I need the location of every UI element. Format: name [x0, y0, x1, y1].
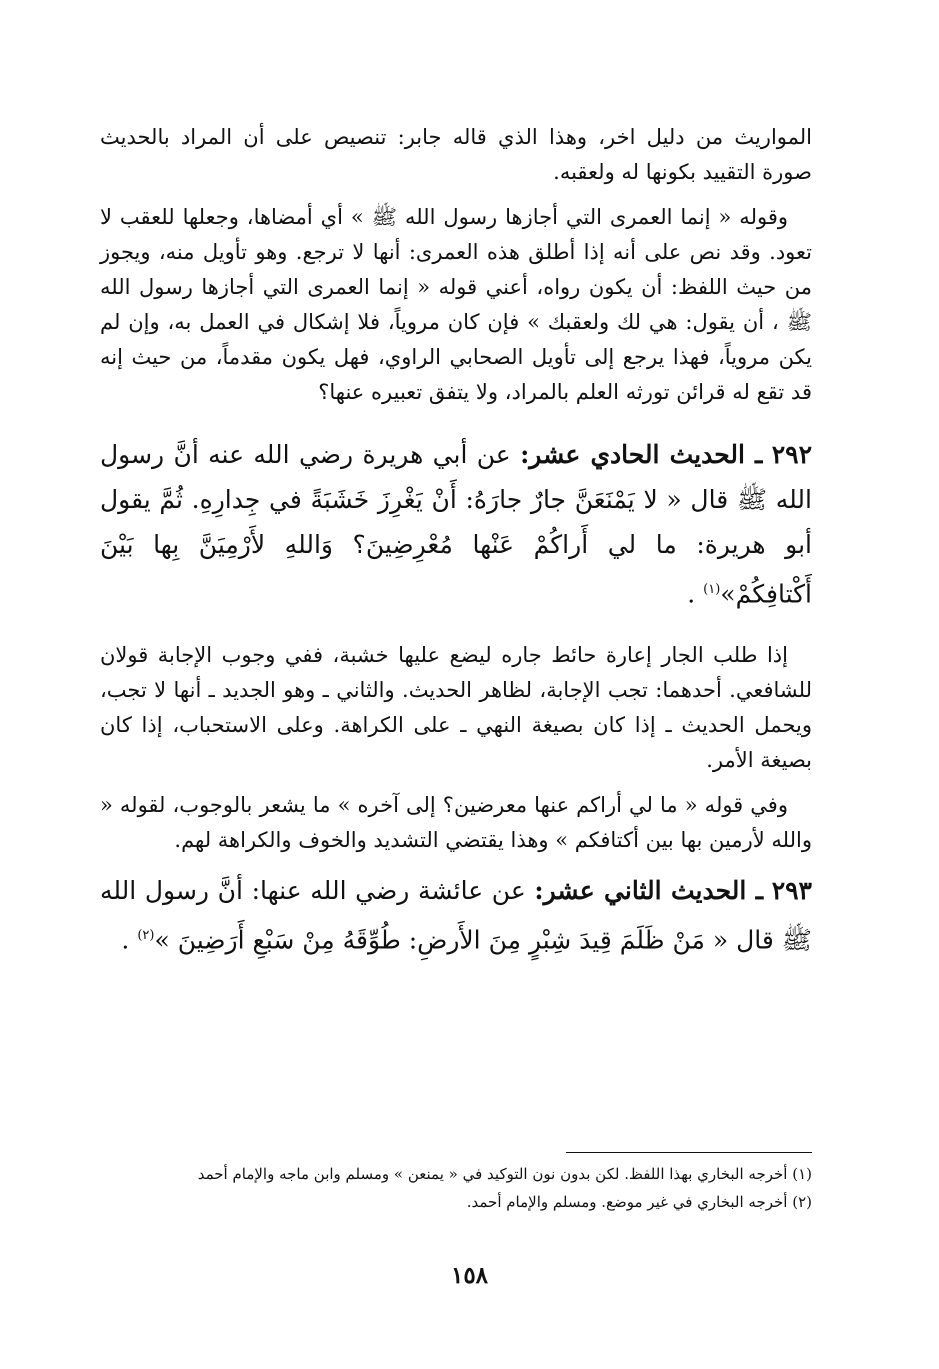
paragraph: المواريث من دليل اخر، وهذا الذي قاله جابر: تنصيص على أن المراد بالحديث صورة التقييد بكونها له ولعقبه. [100, 125, 812, 184]
footnote: (١) أخرجه البخاري بهذا اللفظ. لكن بدون نون التوكيد في « يمنعن » ومسلم وابن ماجه والإمام أحمد [197, 1165, 812, 1183]
commentary-paragraph: وفي قوله « ما لي أراكم عنها معرضين؟ إلى آخره » ما يشعر بالوجوب، لقوله « والله لأرمين بها بين أكتافكم » وهذا يقتضي التشديد والخوف والكراهة لهم. [100, 793, 812, 853]
hadith-292 [100, 432, 812, 616]
paragraph: وقوله « إنما العمرى التي أجازها رسول الله ﷺ » أي أمضاها، وجعلها للعقب لا تعود. وقد نص على أنه إذا أطلق هذه العمرى: أنها لا ترجع. وهو تأويل منه، ويجوز من حيث اللفظ: أن يكون رواه، أعني قوله « إنما العمرى التي أجازها رسول الله ﷺ ، أن يقول: هي لك ولعقبك » فإن كان مروياً، فلا إشكال في العمل به، وإن لم يكن مروياً، فهذا يرجع إلى تأويل الصحابي الراوي، فهل يكون مقدماً، من حيث إنه قد تقع له قرائن تورثه العلم بالمراد، ولا يتفق تعبيره عنها؟ [100, 205, 812, 404]
footnotes [100, 1160, 812, 1216]
hadith-heading: ـ الحديث الثاني عشر: [534, 876, 764, 906]
hadith-end: . [687, 579, 696, 609]
page-number: ١٥٨ [450, 1262, 489, 1289]
hadith-293 [100, 868, 812, 962]
commentary-paragraph: إذا طلب الجار إعارة حائط جاره ليضع عليها خشبة، ففي وجوب الإجابة قولان للشافعي. أحدهما: تجب الإجابة، لظاهر الحديث. والثاني ـ وهو الجديد ـ أنها لا تجب، ويحمل الحديث ـ إذا كان بصيغة النهي ـ على الكراهة. وعلى الاستحباب، إذا كان بصيغة الأمر. [100, 643, 812, 773]
hadith-number: ٢٩٣ [771, 876, 812, 906]
footnote-divider [566, 1152, 812, 1153]
hadith-text: عن أبي هريرة رضي الله عنه أنَّ رسول الله ﷺ قال « لا يَمْنَعَنَّ جارٌ جارَهُ: أَنْ يَغْرِزَ خَشَبَةً في جِدارِهِ. ثُمَّ يقول أبو هريرة: ما لي أَراكُمْ عَنْها مُعْرِضِينَ؟ وَاللهِ لأَرْمِيَنَّ بِها بَيْنَ أَكْتافِكُمْ» [100, 440, 812, 609]
footnote-ref: (٢) [137, 928, 155, 944]
footnote-ref: (١) [703, 582, 721, 597]
hadith-text: عن عائشة رضي الله عنها: أنَّ رسول الله ﷺ قال « مَنْ ظَلَمَ قِيدَ شِبْرٍ مِنَ الأَرضِ: طُوِّقَهُ مِنْ سَبْعِ أَرَضِينَ » [100, 876, 812, 955]
hadith-heading: ـ الحديث الحادي عشر: [520, 440, 763, 469]
hadith-number: ٢٩٢ [771, 440, 813, 469]
footnote: (٢) أخرجه البخاري في غير موضع. ومسلم والإمام أحمد. [466, 1193, 812, 1211]
page-body [100, 120, 812, 963]
hadith-end: . [121, 925, 130, 955]
